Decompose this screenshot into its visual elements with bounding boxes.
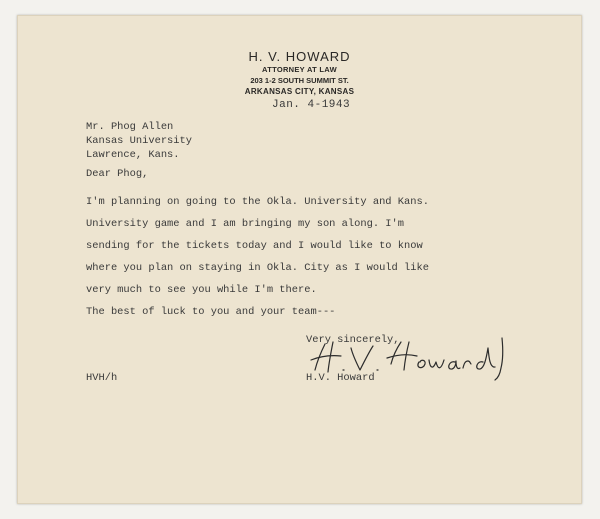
letterhead-address: 203 1-2 SOUTH SUMMIT ST. bbox=[250, 76, 349, 85]
body-line: I'm planning on going to the Okla. University and Kans. bbox=[86, 196, 429, 208]
body-line: University game and I am bringing my son along. I'm bbox=[86, 218, 405, 230]
recipient-line: Kansas University bbox=[86, 135, 193, 147]
letter-date: Jan. 4-1943 bbox=[272, 99, 351, 111]
typed-signer-name: H.V. Howard bbox=[306, 372, 375, 384]
body-line: sending for the tickets today and I would like to know bbox=[86, 240, 423, 252]
letterhead-title: ATTORNEY AT LAW bbox=[262, 65, 337, 74]
recipient-line: Mr. Phog Allen bbox=[86, 121, 174, 133]
letterhead-city: ARKANSAS CITY, KANSAS bbox=[244, 87, 355, 96]
typist-initials: HVH/h bbox=[86, 372, 118, 384]
closing: Very sincerely, bbox=[306, 334, 400, 346]
letter-body bbox=[86, 191, 429, 323]
body-line: very much to see you while I'm there. bbox=[86, 284, 317, 296]
salutation: Dear Phog, bbox=[86, 168, 149, 180]
recipient-line: Lawrence, Kans. bbox=[86, 149, 180, 161]
recipient-address bbox=[86, 120, 192, 162]
body-line: where you plan on staying in Okla. City as I would like bbox=[86, 262, 429, 274]
body-line: The best of luck to you and your team--- bbox=[86, 306, 336, 318]
letterhead-name: H. V. HOWARD bbox=[248, 49, 351, 64]
letter-paper bbox=[17, 15, 582, 504]
